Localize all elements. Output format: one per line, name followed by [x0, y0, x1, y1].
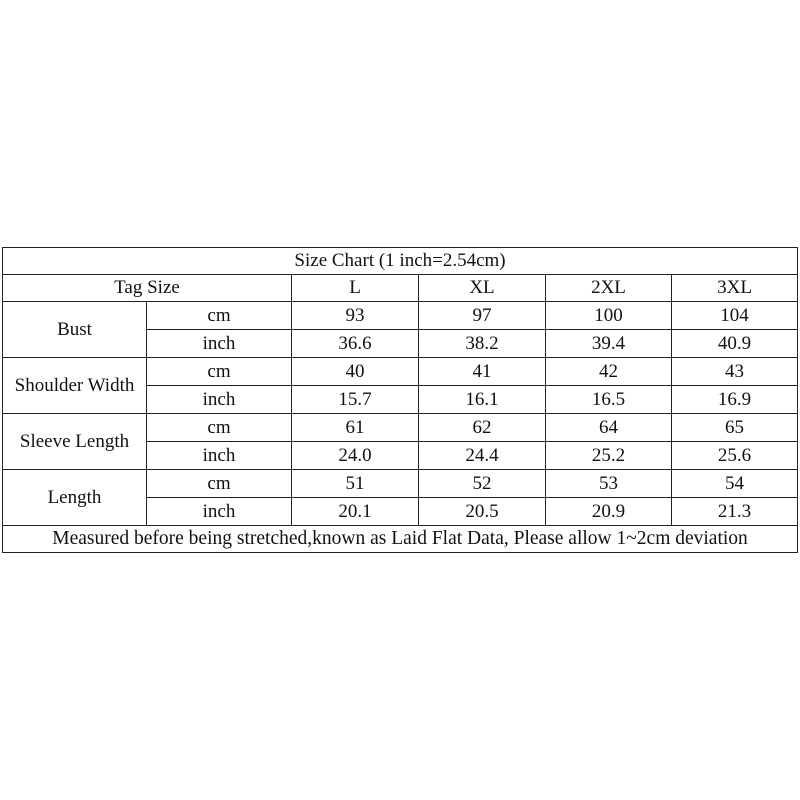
- table-cell: 25.2: [546, 442, 672, 470]
- table-row: [3, 470, 798, 498]
- unit-label: cm: [147, 302, 292, 330]
- table-cell: 38.2: [419, 330, 546, 358]
- unit-label: inch: [147, 330, 292, 358]
- size-header-3xl: 3XL: [672, 275, 798, 302]
- table-cell: 43: [672, 358, 798, 386]
- table-cell: 65: [672, 414, 798, 442]
- tag-size-header: Tag Size: [3, 275, 292, 302]
- table-cell: 20.5: [419, 498, 546, 526]
- table-cell: 104: [672, 302, 798, 330]
- unit-label: inch: [147, 442, 292, 470]
- size-header-xl: XL: [419, 275, 546, 302]
- table-cell: 16.9: [672, 386, 798, 414]
- table-cell: 64: [546, 414, 672, 442]
- table-cell: 39.4: [546, 330, 672, 358]
- table-cell: 41: [419, 358, 546, 386]
- table-cell: 40.9: [672, 330, 798, 358]
- table-cell: 40: [292, 358, 419, 386]
- table-cell: 15.7: [292, 386, 419, 414]
- table-cell: 97: [419, 302, 546, 330]
- measurement-name-bust: Bust: [3, 302, 147, 358]
- table-cell: 61: [292, 414, 419, 442]
- table-cell: 36.6: [292, 330, 419, 358]
- unit-label: cm: [147, 414, 292, 442]
- table-cell: 62: [419, 414, 546, 442]
- table-cell: 24.0: [292, 442, 419, 470]
- measurement-name-sleeve-length: Sleeve Length: [3, 414, 147, 470]
- table-cell: 21.3: [672, 498, 798, 526]
- table-cell: 16.5: [546, 386, 672, 414]
- unit-label: cm: [147, 358, 292, 386]
- table-cell: 25.6: [672, 442, 798, 470]
- unit-label: inch: [147, 498, 292, 526]
- table-cell: 100: [546, 302, 672, 330]
- table-cell: 20.1: [292, 498, 419, 526]
- table-row: [3, 358, 798, 386]
- size-header-2xl: 2XL: [546, 275, 672, 302]
- table-cell: 16.1: [419, 386, 546, 414]
- table-row: [3, 414, 798, 442]
- table-cell: 93: [292, 302, 419, 330]
- table-cell: 54: [672, 470, 798, 498]
- table-cell: 42: [546, 358, 672, 386]
- table-cell: 51: [292, 470, 419, 498]
- measurement-name-length: Length: [3, 470, 147, 526]
- table-cell: 24.4: [419, 442, 546, 470]
- table-cell: 52: [419, 470, 546, 498]
- table-cell: 53: [546, 470, 672, 498]
- unit-label: cm: [147, 470, 292, 498]
- footnote: Measured before being stretched,known as Laid Flat Data, Please allow 1~2cm deviation: [3, 526, 798, 553]
- size-header-l: L: [292, 275, 419, 302]
- size-chart-table: [2, 247, 798, 553]
- table-row: [3, 302, 798, 330]
- table-cell: 20.9: [546, 498, 672, 526]
- unit-label: inch: [147, 386, 292, 414]
- measurement-name-shoulder-width: Shoulder Width: [3, 358, 147, 414]
- chart-title: Size Chart (1 inch=2.54cm): [3, 248, 798, 275]
